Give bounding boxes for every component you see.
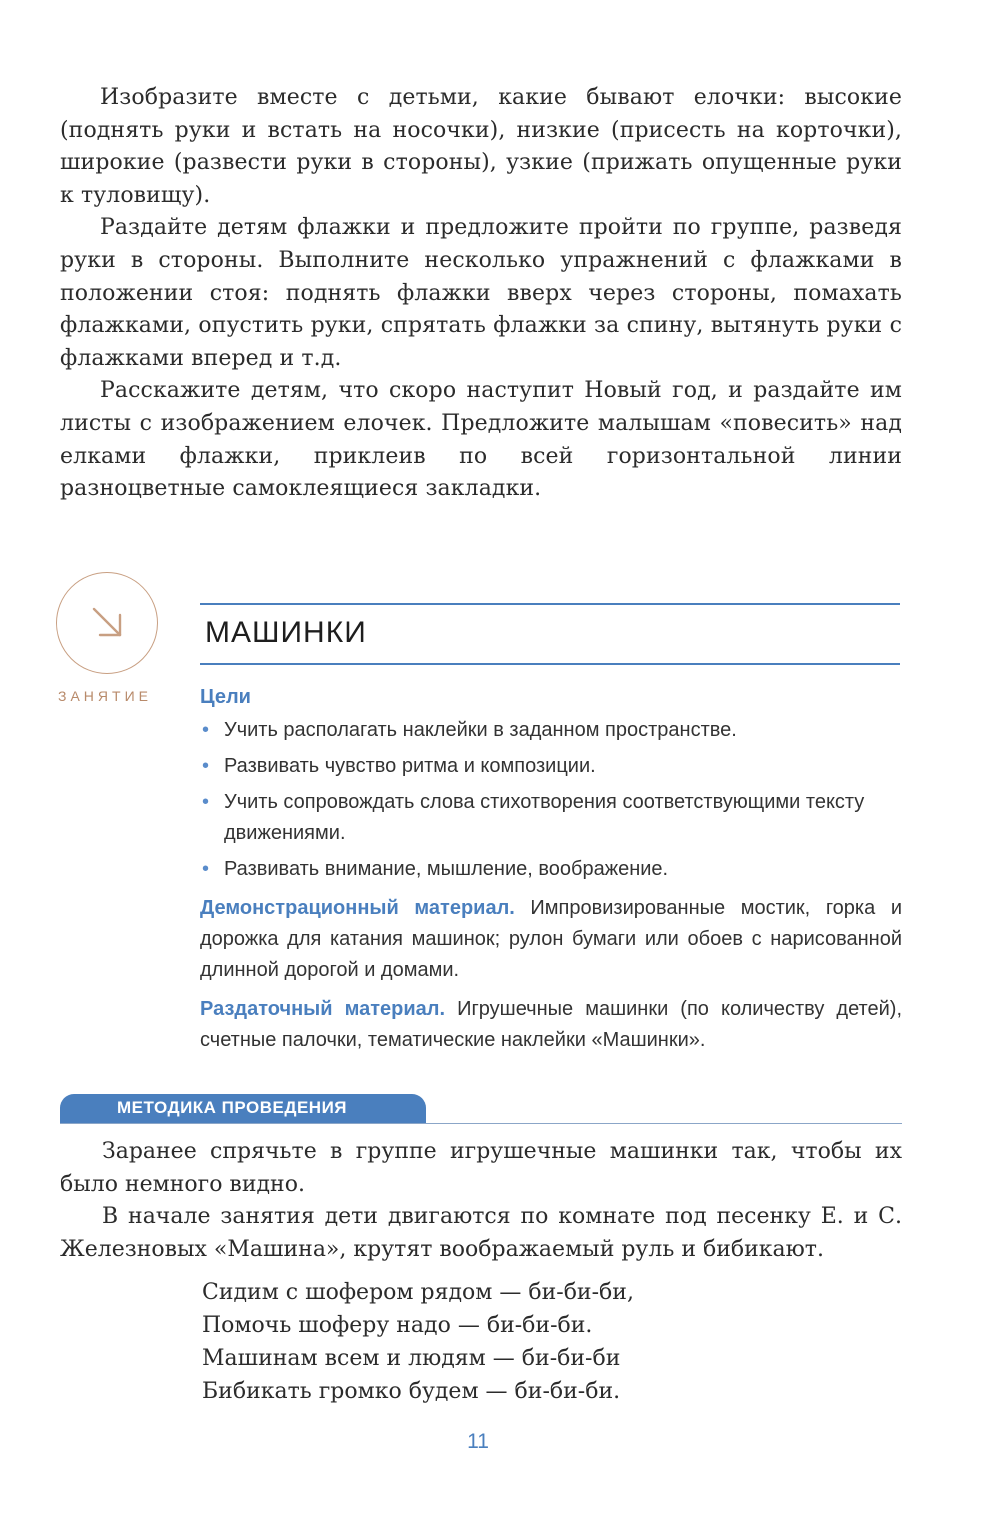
method-heading: МЕТОДИКА ПРОВЕДЕНИЯ [117, 1098, 348, 1117]
goal-text: Учить сопровождать слова стихотворения соответствующими тексту движениями. [224, 791, 865, 844]
goals-heading: Цели [200, 686, 251, 708]
arrow-down-right-icon [88, 603, 126, 641]
title-rule-top [200, 603, 900, 605]
handout-material-text: Игрушечные машинки (по количеству детей), счетные палочки, тематические наклейки «Машинки». [200, 998, 902, 1051]
poem-line: Машинам всем и людям — би-би-би [202, 1346, 621, 1371]
handout-material-label: Раздаточный материал. [200, 998, 446, 1020]
intro-paragraph: Расскажите детям, что скоро наступит Новый год, и раздайте им листы с изображением елочек. Предложите малышам «повесить» над елками флажки, приклеив по всей горизонтальной линии разноцветные самоклеящиеся закладки. [60, 378, 902, 502]
goal-text: Развивать внимание, мышление, воображение. [224, 858, 669, 880]
lesson-tag: ЗАНЯТИЕ [58, 688, 152, 704]
poem-line: Сидим с шофером рядом — би-би-би, [202, 1280, 634, 1305]
goal-text: Развивать чувство ритма и композиции. [224, 755, 596, 777]
intro-paragraph: Изобразите вместе с детьми, какие бывают елочки: высокие (поднять руки и встать на носочки), низкие (присесть на корточки), широкие (развести руки в стороны), узкие (прижать опущенные руки к туловищу). [60, 85, 902, 208]
demo-material-text: Импровизированные мостик, горка и дорожка для катания машинок; рулон бумаги или обоев с нарисованной длинной дорогой и домами. [200, 897, 902, 981]
title-rule-bottom [200, 663, 900, 665]
poem [202, 1276, 634, 1408]
lesson-badge [56, 572, 158, 674]
demo-material-label: Демонстрационный материал. [200, 897, 515, 919]
poem-line: Помочь шоферу надо — би-би-би. [202, 1313, 593, 1338]
goals-list [200, 715, 902, 885]
goal-item [200, 787, 902, 849]
method-paragraph: В начале занятия дети двигаются по комнате под песенку Е. и С. Железновых «Машина», крутят воображаемый руль и бибикают. [60, 1204, 902, 1262]
bullet-icon: • [202, 719, 210, 741]
demo-material [200, 893, 902, 986]
lesson-content [200, 683, 902, 1056]
goal-item [200, 715, 902, 746]
method-rule [60, 1123, 902, 1124]
goal-item [200, 854, 902, 885]
method-text [60, 1136, 902, 1266]
page-number: 11 [467, 1430, 489, 1453]
goal-item [200, 751, 902, 782]
method-paragraph: Заранее спрячьте в группе игрушечные машинки так, чтобы их было немного видно. [60, 1139, 902, 1197]
bullet-icon: • [202, 755, 210, 777]
intro-paragraph: Раздайте детям флажки и предложите пройти по группе, разведя руки в стороны. Выполните несколько упражнений с флажками в положении стоя: поднять флажки вверх через стороны, помахать флажками, опустить руки, спрятать флажки за спину, вытянуть руки с флажками вперед и т.д. [60, 215, 902, 371]
intro-text [60, 82, 902, 506]
bullet-icon: • [202, 791, 210, 813]
poem-line: Бибикать громко будем — би-би-би. [202, 1379, 621, 1404]
bullet-icon: • [202, 858, 210, 880]
lesson-title: МАШИНКИ [205, 616, 367, 649]
goal-text: Учить располагать наклейки в заданном пространстве. [224, 719, 737, 741]
handout-material [200, 994, 902, 1056]
